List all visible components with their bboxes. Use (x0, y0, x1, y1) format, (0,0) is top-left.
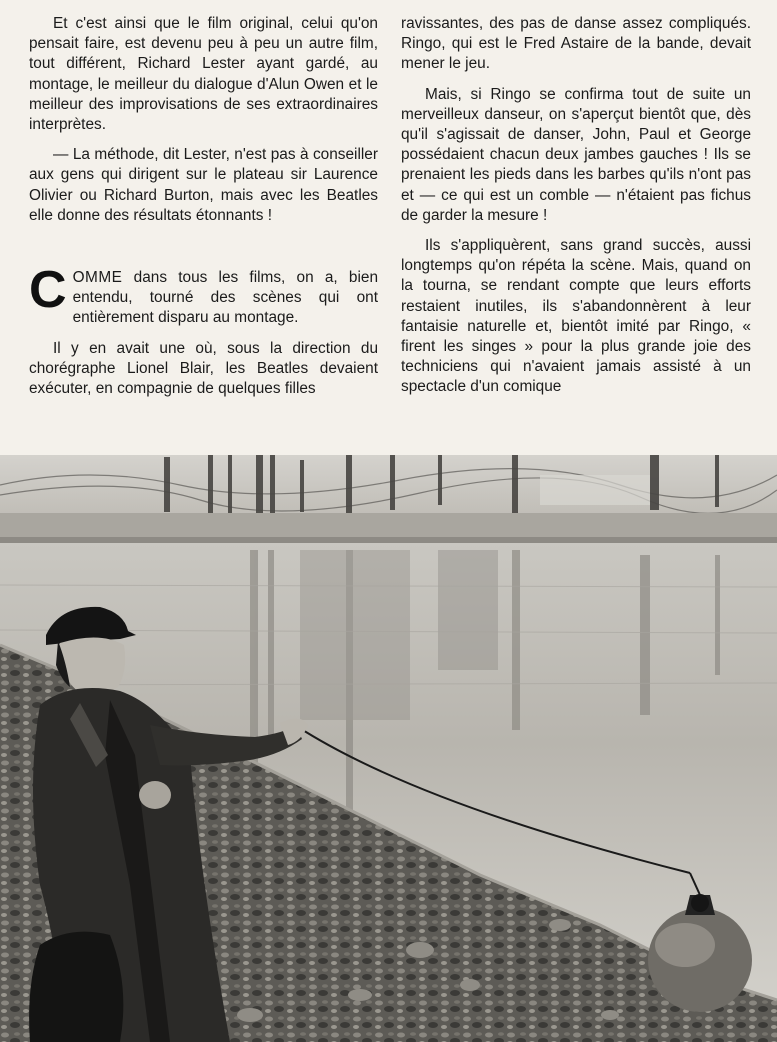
paragraph-dropcap (29, 261, 378, 329)
section-spacer (29, 236, 378, 268)
paragraph-text: dans tous les films, on a, bien entendu, tourné des scènes qui ont entièrement disparu au montage. (72, 269, 378, 327)
text-column-left (29, 14, 378, 409)
paragraph: Il y en avait une où, sous la direction du chorégraphe Lionel Blair, les Beatles devaient exécuter, en compagnie de quelques filles (29, 339, 378, 398)
paragraph: Et c'est ainsi que le film original, celui qu'on pensait faire, est devenu peu à peu un autre film, tout différent, Richard Lester ayant gardé, au montage, le meilleur du dialogue d'Alun Owen et le meilleur des improvisations de ses extraordinaires interprètes. (29, 15, 378, 134)
photograph-man-riverbank-icon (0, 455, 777, 1042)
text-column-right (401, 14, 751, 408)
small-caps-word: OMME (72, 269, 123, 287)
paragraph: — La méthode, dit Lester, n'est pas à conseiller aux gens qui dirigent sur le plateau sir Laurence Olivier ou Richard Burton, mais avec les Beatles elle donne des résultats étonnants ! (29, 146, 378, 224)
paragraph: Mais, si Ringo se confirma tout de suite un merveilleux danseur, on s'aperçut bientôt que, dès qu'il s'agissait de danser, John, Paul et George possédaient chacun deux jambes gauches ! Ils se prenaient les pieds dans les barbes qu'ils n'ont pas et — ce qui est un comble — n'étaient pas fichus de garder la mesure ! (401, 85, 751, 224)
photograph (0, 455, 777, 1042)
paragraph: Ils s'appliquèrent, sans grand succès, aussi longtemps qu'on répéta la scène. Mais, quand on la tourna, se rendant compte que leurs efforts restaient inutiles, ils s'abandonnèrent à leur fantaisie naturelle et, bientôt imité par Ringo, « firent les singes » pour la plus grande joie des techniciens qui n'avaient jamais assisté à un spectacle d'un comique (401, 237, 751, 396)
drop-cap-letter: C (29, 261, 67, 320)
paragraph-continued: ravissantes, des pas de danse assez compliqués. Ringo, qui est le Fred Astaire de la bande, devait mener le jeu. (401, 15, 751, 73)
